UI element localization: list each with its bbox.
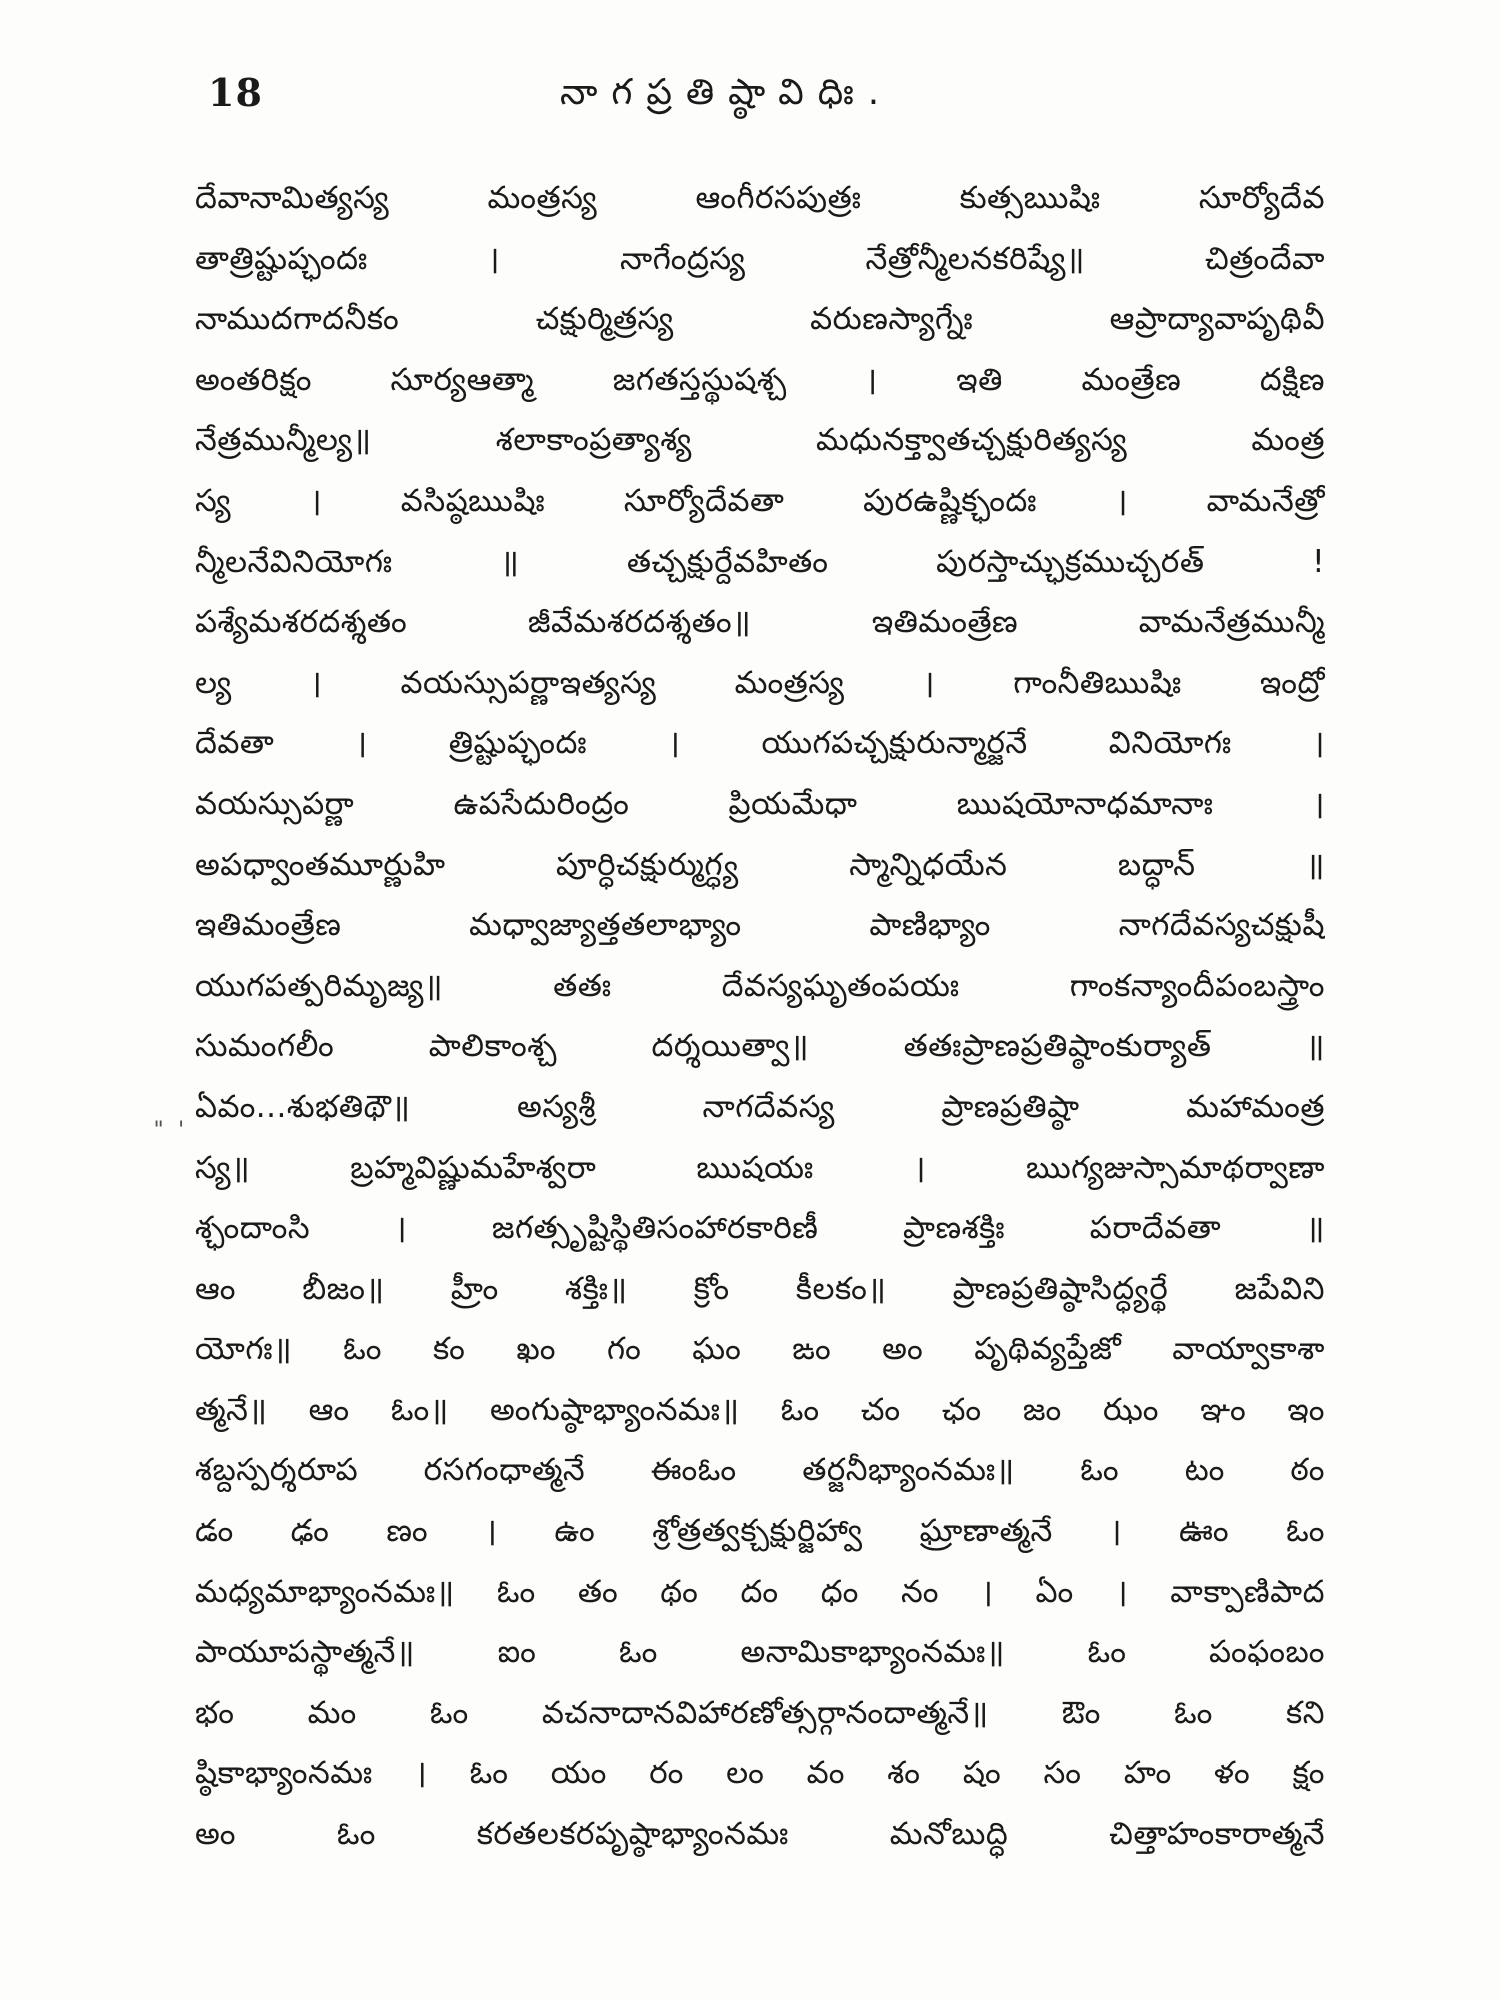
text-line: ఏవం...శుభతిథౌ॥ అస్యశ్రీ నాగదేవస్య ప్రాణప్రతిష్ఠా మహామంత్ర <box>195 1088 1325 1125</box>
text-line: శబ్దస్పర్శరూప రసగంధాత్మనే ఈంఓం తర్జనీభ్యాంనమః॥ ఓం టం ఠం <box>195 1452 1325 1489</box>
text-line: త్మనే॥ ఆం ఓం॥ అంగుష్ఠాభ్యాంనమః॥ ఓం చం ఛం జం ఝం ఞం ఇం <box>195 1391 1325 1428</box>
text-line: ష్ఠికాభ్యాంనమః । ఓం యం రం లం వం శం షం సం హం ళం క్షం <box>195 1755 1325 1792</box>
text-line: అంతరిక్షం సూర్యఆత్మా జగతస్తస్థుషశ్చ । ఇతి మంత్రేణ దక్షిణ <box>195 361 1325 398</box>
text-line: అం ఓం కరతలకరపృష్ఠాభ్యాంనమః మనోబుద్ధి చిత్తాహంకారాత్మనే <box>195 1816 1325 1853</box>
text-line: నేత్రమున్మీల్య॥ శలాకాంప్రత్యాశ్య మధునక్త్వాతచ్చక్షురిత్యస్య మంత్ర <box>195 422 1325 459</box>
text-line: భం మం ఓం వచనాదానవిహారణోత్సర్గానందాత్మనే॥ ఔం ఓం కని <box>195 1694 1325 1731</box>
text-line: పాయూపస్థాత్మనే॥ ఐం ఓం అనామికాభ్యాంనమః॥ ఓం పంఫంబం <box>195 1634 1325 1671</box>
text-line: ల్య । వయస్సుపర్ణాఇత్యస్య మంత్రస్య । గాంనీతిఋషిః ఇంద్రో <box>195 664 1325 701</box>
text-line: యోగః॥ ఓం కం ఖం గం ఘం ఙం అం పృథివ్యప్తేజో వాయ్వాకాశా <box>195 1331 1325 1368</box>
text-line: తాత్రిష్టుప్ఛందః । నాగేంద్రస్య నేత్రోన్మీలనకరిష్యే॥ చిత్రందేవా <box>195 240 1325 277</box>
text-line: శ్ఛందాంసి । జగత్సృష్టిస్థితిసంహారకారిణీ ప్రాణశక్తిః పరాదేవతా ॥ <box>195 1210 1325 1247</box>
text-line: యుగపత్పరిమృజ్య॥ తతః దేవస్యఘృతంపయః గాంకన్యాందీపంబస్త్రాం <box>195 967 1325 1004</box>
text-line: న్మీలనేవినియోగః ॥ తచ్చక్షుర్దేవహితం పురస్తాచ్ఛుక్రముచ్చరత్ ! <box>195 543 1325 580</box>
text-line: డం ఢం ణం । ఉం శ్రోత్రత్వక్చక్షుర్జిహ్వా ఘ్రాణాత్మనే । ఊం ఓం <box>195 1513 1325 1550</box>
text-line: సుమంగలీం పాలికాంశ్చ దర్శయిత్వా॥ తతఃప్రాణప్రతిష్ఠాంకుర్యాత్ ॥ <box>195 1028 1325 1065</box>
running-title: నాగప్రతిష్ఠావిధిః. <box>560 72 894 113</box>
text-line: దేవానామిత్యస్య మంత్రస్య ఆంగీరసపుత్రః కుత్సఋషిః సూర్యోదేవ <box>195 180 1325 216</box>
text-line: నాముదగాదనీకం చక్షుర్మిత్రస్య వరుణస్యాగ్నేః ఆప్రాద్యావాపృథివీ <box>195 301 1325 338</box>
text-line: ఆం బీజం॥ హ్రీం శక్తిః॥ క్రోం కీలకం॥ ప్రాణప్రతిష్ఠాసిద్ధ్యర్థే జపేవిని <box>195 1270 1325 1307</box>
text-line: మధ్యమాభ్యాంనమః॥ ఓం తం థం దం ధం నం । ఏం । వాక్పాణిపాద <box>195 1573 1325 1610</box>
margin-mark: " ' <box>152 1118 186 1143</box>
text-line: స్య॥ బ్రహ్మవిష్ణుమహేశ్వరా ఋషయః । ఋగ్యజుస్సామాథర్వాణా <box>195 1149 1325 1186</box>
body-text <box>195 168 1325 1865</box>
text-line: వయస్సుపర్ణా ఉపసేదురింద్రం ప్రియమేధా ఋషయోనాధమానాః । <box>195 785 1325 822</box>
text-line: స్య । వసిష్ఠఋషిః సూర్యోదేవతా పురఉష్ణిక్ఛందః । వామనేత్రో <box>195 482 1325 519</box>
text-line: దేవతా । త్రిష్టుప్ఛందః । యుగపచ్చక్షురున్మార్జనే వినియోగః । <box>195 725 1325 762</box>
text-line: ఇతిమంత్రేణ మధ్వాజ్యాత్తతలాభ్యాం పాణిభ్యాం నాగదేవస్యచక్షుషీ <box>195 907 1325 944</box>
text-line: పశ్యేమశరదశ్శతం జీవేమశరదశ్శతం॥ ఇతిమంత్రేణ వామనేత్రమున్మీ <box>195 604 1325 641</box>
page-number: 18 <box>208 70 263 115</box>
text-line: అపధ్వాంతమూర్ణుహి పూర్ధిచక్షుర్ముగ్ధ్య స్మాన్నిధయేన బద్ధాన్ ॥ <box>195 846 1325 883</box>
